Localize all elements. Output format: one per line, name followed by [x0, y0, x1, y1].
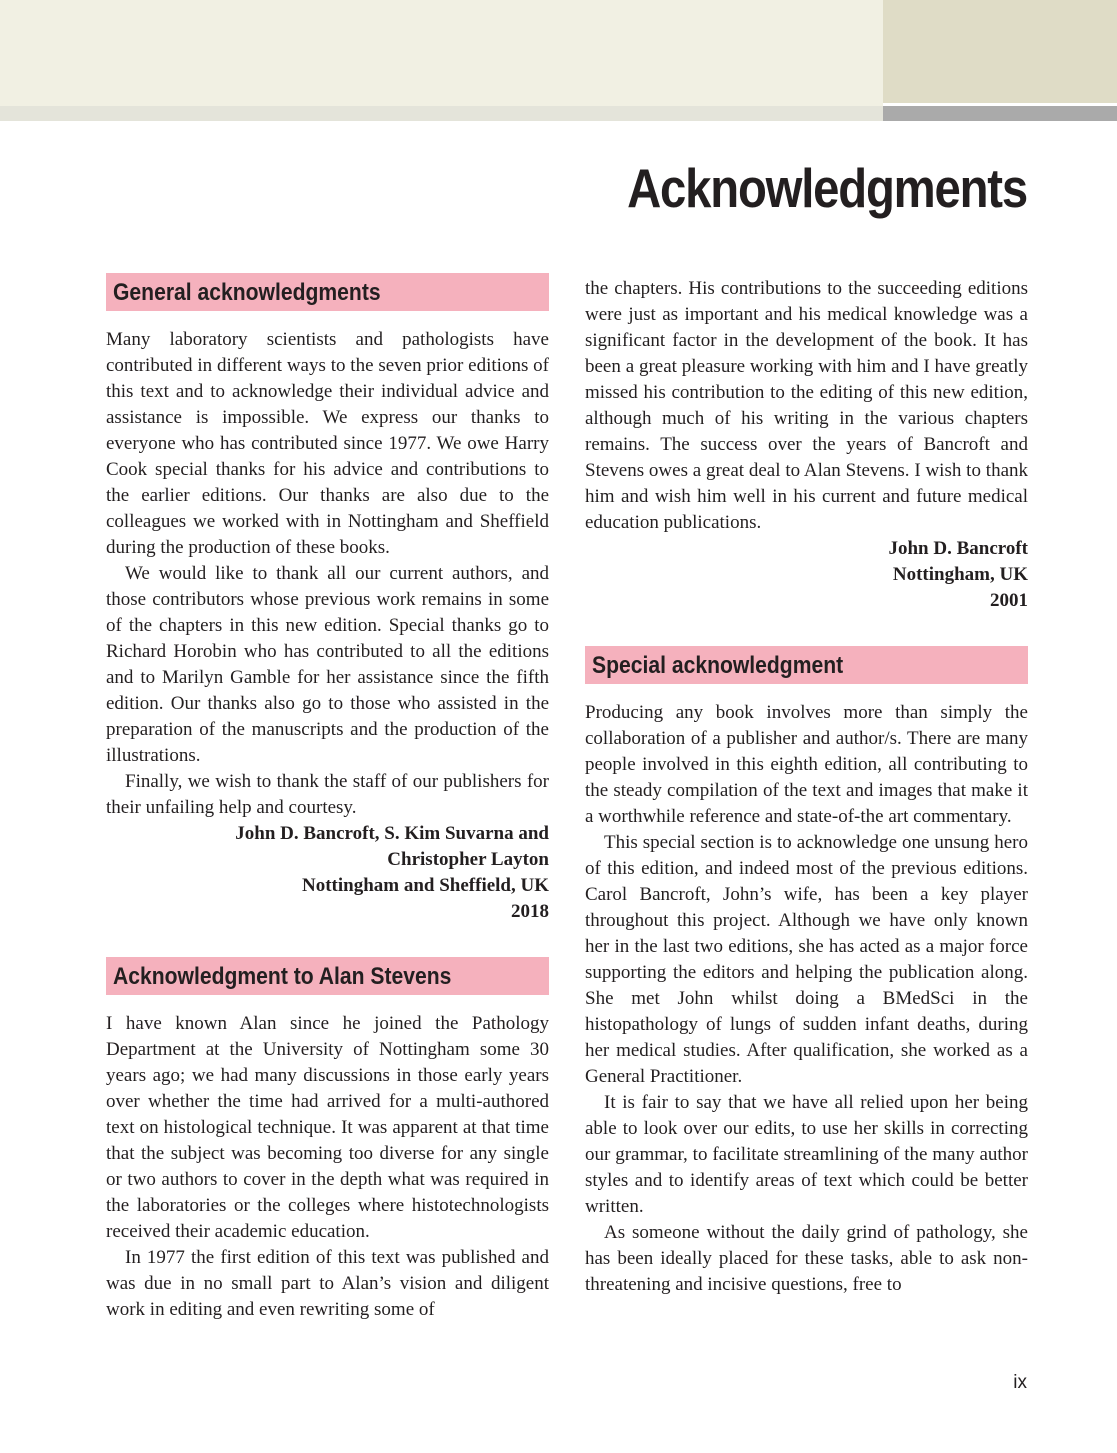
paragraph: I have known Alan since he joined the Pathology Department at the University of Nottingham some 30 years ago; we had many discussions in those early years over whether the time had arrived for a multi-authored text on histological technique. It was apparent at that time that the subject was becoming too diverse for any single or two authors to cover in the depth what was required in the laboratories or the colleges where histotechnologists received their academic education. [106, 1013, 549, 1242]
signature-line: Nottingham, UK [892, 564, 1028, 585]
header-strip [0, 106, 883, 121]
paragraph: Finally, we wish to thank the staff of our publishers for their unfailing help and courtesy. [106, 771, 549, 818]
signature-line: 2018 [511, 901, 549, 922]
alan-stevens-body [106, 1011, 549, 1323]
section-heading-general: General acknowledgments [106, 273, 549, 311]
general-body [106, 327, 549, 925]
paragraph-continued: the chapters. His contributions to the succeeding editions were just as important and his medical knowledge was a significant factor in the development of the book. It has been a great pleasure working with him and I have greatly missed his contribution to the editing of this new edition, although much of his writing in the various chapters remains. The success over the years of Bancroft and Stevens owes a great deal to Alan Stevens. I wish to thank him and wish him well in his current and future medical education publications. [585, 278, 1028, 533]
signature-line: Christopher Layton [387, 849, 549, 870]
paragraph: This special section is to acknowledge one unsung hero of this edition, and indeed most of the previous editions. Carol Bancroft, John’s wife, has been a key player throughout this project. Although we have only known her in the last two editions, she has acted as a major force supporting the editors and helping the publication along. She met John whilst doing a BMedSci in the histopathology of lungs of sudden infant deaths, during her medical studies. After qualification, she worked as a General Practitioner. [585, 832, 1028, 1087]
right-column [585, 276, 1028, 1298]
header-strip-accent [883, 106, 1117, 121]
signature-line: John D. Bancroft, S. Kim Suvarna and [235, 823, 549, 844]
left-column [106, 273, 549, 1323]
paragraph: We would like to thank all our current authors, and those contributors whose previous work remains in some of the chapters in this new edition. Special thanks go to Richard Horobin who has contributed to all the editions and to Marilyn Gamble for her assistance since the fifth edition. Our thanks also go to those who assisted in the preparation of the manuscripts and the production of the illustrations. [106, 563, 549, 766]
paragraph: Many laboratory scientists and pathologists have contributed in different ways to the seven prior editions of this text and to acknowledge their individual advice and assistance is impossible. We express our thanks to everyone who has contributed since 1977. We owe Harry Cook special thanks for his advice and contributions to the earlier editions. Our thanks are also due to the colleagues we worked with in Nottingham and Sheffield during the production of these books. [106, 329, 549, 558]
paragraph: Producing any book involves more than simply the collaboration of a publisher and author/s. There are many people involved in this eighth edition, all contributing to the steady compilation of the text and images that make it a worthwhile reference and state-of-the art commentary. [585, 702, 1028, 827]
special-body [585, 700, 1028, 1298]
header-band-accent [883, 0, 1117, 103]
page-title: Acknowledgments [627, 157, 1027, 219]
paragraph: It is fair to say that we have all relied upon her being able to look over our edits, to use her skills in correcting our grammar, to facilitate streamlining of the many author styles and to identify areas of text which could be better written. [585, 1092, 1028, 1217]
signature-alan-stevens [585, 536, 1028, 614]
paragraph: As someone without the daily grind of pathology, she has been ideally placed for these tasks, able to ask non-threatening and incisive questions, free to [585, 1222, 1028, 1295]
signature-line: 2001 [990, 590, 1028, 611]
page-number: ix [1013, 1372, 1027, 1393]
header-band [0, 0, 883, 106]
paragraph: In 1977 the first edition of this text was published and was due in no small part to Alan’s vision and diligent work in editing and even rewriting some of [106, 1247, 549, 1320]
signature-general [106, 821, 549, 925]
signature-line: Nottingham and Sheffield, UK [301, 875, 549, 896]
section-heading-alan-stevens: Acknowledgment to Alan Stevens [106, 957, 549, 995]
section-heading-special: Special acknowledgment [585, 646, 1028, 684]
signature-line: John D. Bancroft [888, 538, 1028, 559]
